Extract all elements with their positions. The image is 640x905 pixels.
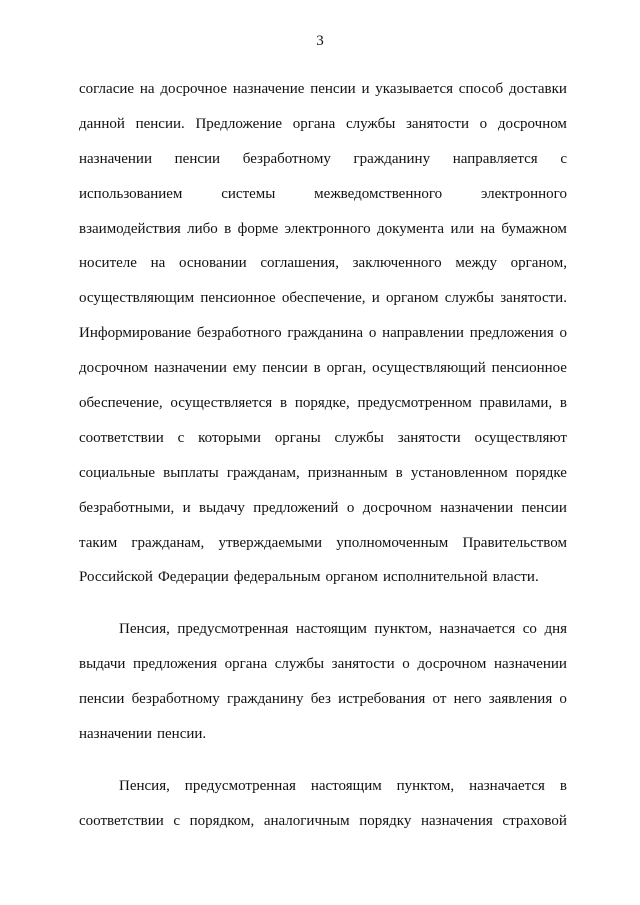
text-line: безработными, и выдачу предложений о досрочном назначении пенсии xyxy=(79,499,567,516)
text-line: пенсии безработному гражданину без истребования от него заявления о xyxy=(79,691,567,708)
page-number: 3 xyxy=(316,33,324,49)
paragraph xyxy=(79,769,567,839)
text-line: соответствии с которыми органы службы занятости осуществляют xyxy=(79,429,567,446)
text-line: Пенсия, предусмотренная настоящим пунктом, назначается со дня xyxy=(119,621,567,638)
text-line: таким гражданам, утверждаемыми уполномоченным Правительством xyxy=(79,534,567,551)
paragraph xyxy=(79,72,567,595)
paragraph-gap xyxy=(79,595,567,612)
text-line: осуществляющим пенсионное обеспечение, и органом службы занятости. xyxy=(79,290,567,307)
text-line: Информирование безработного гражданина о направлении предложения о xyxy=(79,325,567,342)
text-line: взаимодействия либо в форме электронного документа или на бумажном xyxy=(79,220,567,237)
text-line: социальные выплаты гражданам, признанным в установленном порядке xyxy=(79,464,567,481)
text-line: данной пенсии. Предложение органа службы занятости о досрочном xyxy=(79,115,567,132)
text-line: соответствии с порядком, аналогичным порядку назначения страховой xyxy=(79,812,567,829)
text-line: использованием системы межведомственного электронного xyxy=(79,185,567,202)
text-line: назначении пенсии. xyxy=(79,726,207,743)
text-line: Российской Федерации федеральным органом исполнительной власти. xyxy=(79,569,539,586)
text-line: носителе на основании соглашения, заключенного между органом, xyxy=(79,255,567,272)
text-line: согласие на досрочное назначение пенсии и указывается способ доставки xyxy=(79,81,567,97)
text-line: обеспечение, осуществляется в порядке, предусмотренном правилами, в xyxy=(79,395,567,412)
text-line: досрочном назначении ему пенсии в орган, осуществляющий пенсионное xyxy=(79,360,567,377)
text-line: Пенсия, предусмотренная настоящим пунктом, назначается в xyxy=(119,777,567,794)
text-line: назначении пенсии безработному гражданину направляется с xyxy=(79,150,567,167)
paragraph xyxy=(79,612,567,752)
paragraph-gap xyxy=(79,752,567,769)
document-body xyxy=(79,72,567,839)
text-line: выдачи предложения органа службы занятости о досрочном назначении xyxy=(79,656,567,673)
